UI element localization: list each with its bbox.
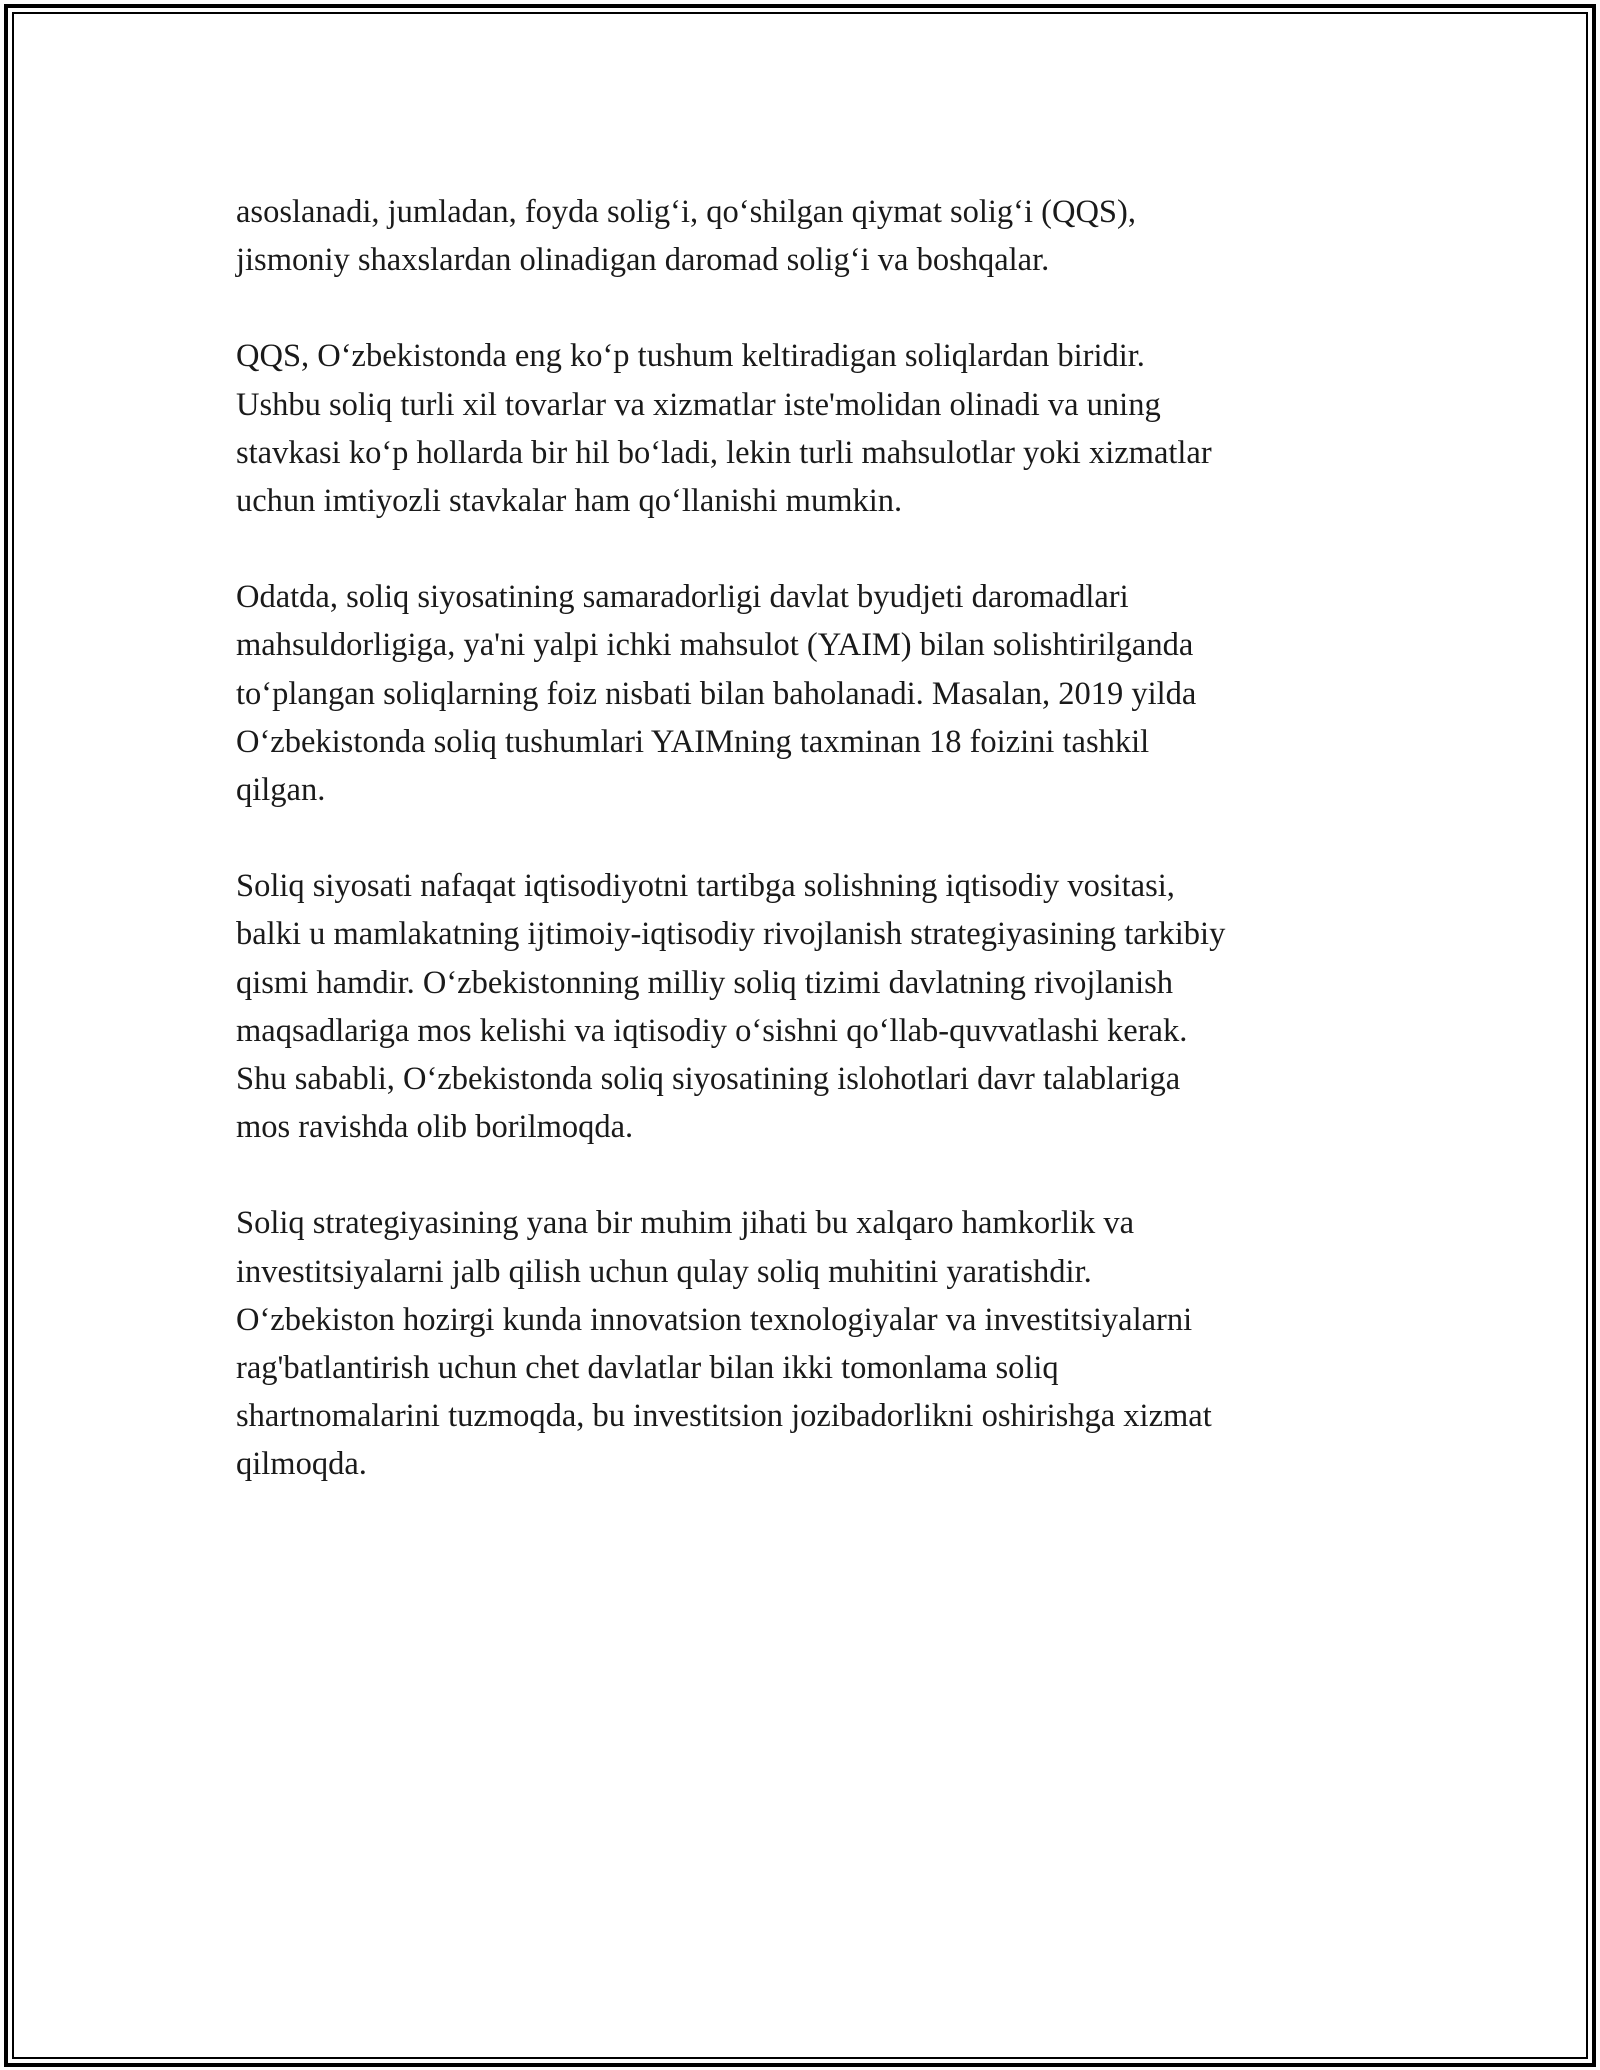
- text-line: jismoniy shaxslardan olinadigan daromad solig‘i va boshqalar.: [236, 242, 1050, 279]
- text-line: Shu sababli, O‘zbekistonda soliq siyosatining islohotlari davr talablariga: [236, 1061, 1181, 1098]
- text-line: qilmoqda.: [236, 1446, 367, 1483]
- text-line: Soliq siyosati nafaqat iqtisodiyotni tartibga solishning iqtisodiy vositasi,: [236, 868, 1175, 905]
- text-line: to‘plangan soliqlarning foiz nisbati bilan baholanadi. Masalan, 2019 yilda: [236, 675, 1197, 712]
- text-line: O‘zbekiston hozirgi kunda innovatsion texnologiyalar va investitsiyalarni: [236, 1301, 1193, 1338]
- text-line: balki u mamlakatning ijtimoiy-iqtisodiy rivojlanish strategiyasining tarkibiy: [236, 916, 1226, 953]
- text-line: maqsadlariga mos kelishi va iqtisodiy o‘sishni qo‘llab-quvvatlashi kerak.: [236, 1012, 1188, 1049]
- text-line: uchun imtiyozli stavkalar ham qo‘llanishi mumkin.: [236, 483, 903, 520]
- paragraph-international-cooperation: [236, 1199, 1376, 1488]
- paragraph-vat: [236, 332, 1376, 525]
- text-line: stavkasi ko‘p hollarda bir hil bo‘ladi, lekin turli mahsulotlar yoki xizmatlar: [236, 434, 1212, 471]
- text-line: qilgan.: [236, 772, 326, 809]
- text-line: shartnomalarini tuzmoqda, bu investitsion jozibadorlikni oshirishga xizmat: [236, 1398, 1212, 1435]
- text-line: qismi hamdir. O‘zbekistonning milliy soliq tizimi davlatning rivojlanish: [236, 964, 1174, 1001]
- text-line: Soliq strategiyasining yana bir muhim jihati bu xalqaro hamkorlik va: [236, 1205, 1135, 1242]
- text-line: asoslanadi, jumladan, foyda solig‘i, qo‘shilgan qiymat solig‘i (QQS),: [236, 194, 1136, 230]
- paragraph-tax-types: [236, 188, 1376, 284]
- text-line: mos ravishda olib borilmoqda.: [236, 1109, 634, 1146]
- text-line: QQS, O‘zbekistonda eng ko‘p tushum keltiradigan soliqlardan biridir.: [236, 338, 1145, 375]
- paragraph-policy-strategy: [236, 862, 1376, 1151]
- text-line: Odatda, soliq siyosatining samaradorligi davlat byudjeti daromadlari: [236, 579, 1129, 616]
- text-line: O‘zbekistonda soliq tushumlari YAIMning taxminan 18 foizini tashkil: [236, 723, 1150, 760]
- document-body: [236, 188, 1376, 1537]
- text-line: rag'batlantirish uchun chet davlatlar bilan ikki tomonlama soliq: [236, 1350, 1059, 1387]
- text-line: investitsiyalarni jalb qilish uchun qulay soliq muhitini yaratishdir.: [236, 1253, 1092, 1290]
- paragraph-efficiency: [236, 573, 1376, 814]
- text-line: mahsuldorligiga, ya'ni yalpi ichki mahsulot (YAIM) bilan solishtirilganda: [236, 627, 1194, 664]
- text-line: Ushbu soliq turli xil tovarlar va xizmatlar iste'molidan olinadi va uning: [236, 386, 1161, 423]
